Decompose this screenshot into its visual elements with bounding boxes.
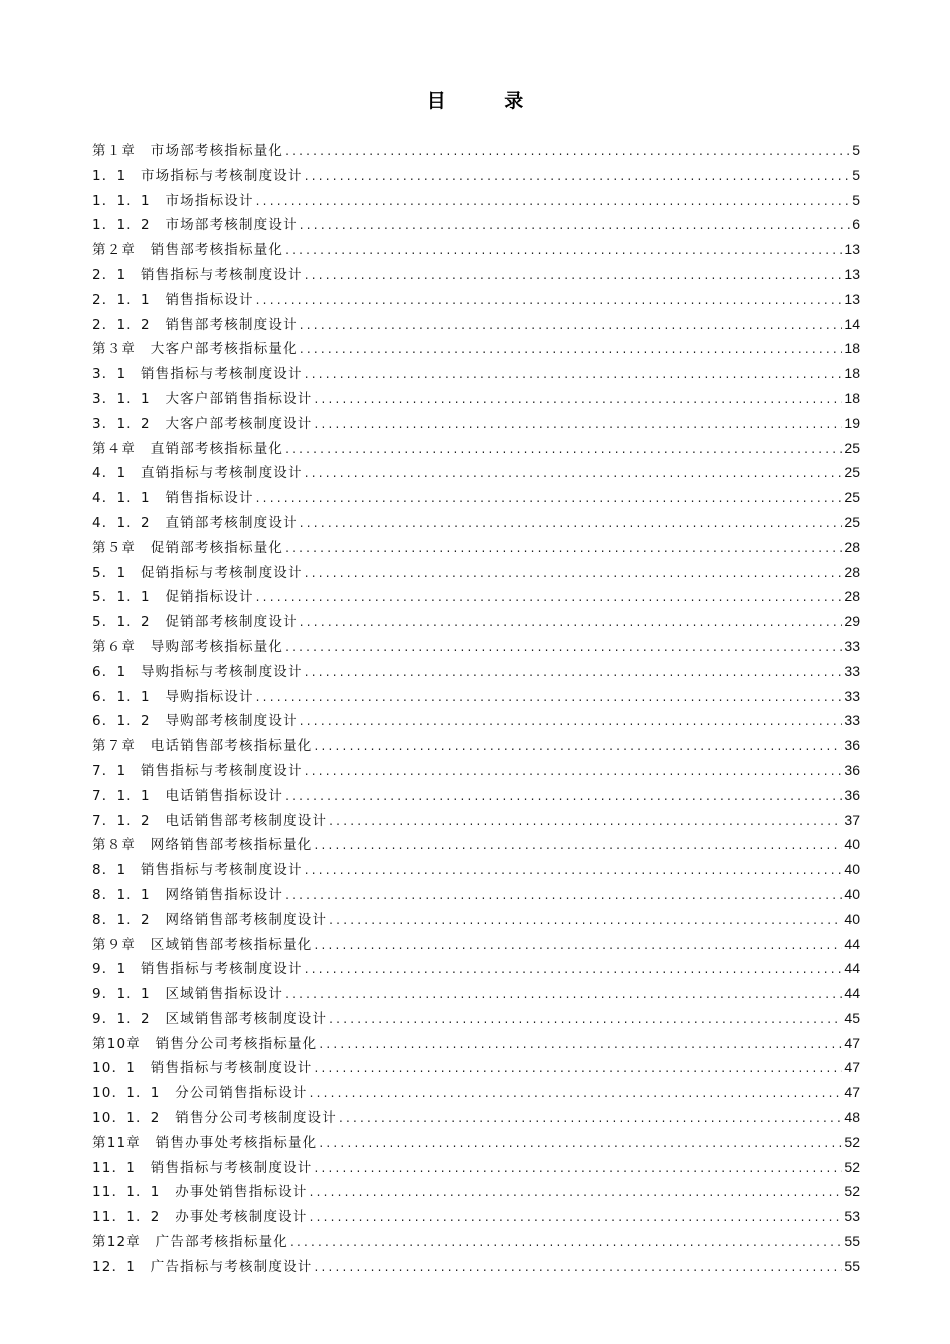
toc-dot-leader xyxy=(285,437,842,462)
toc-entry-page-number: 33 xyxy=(844,662,860,679)
toc-entry-page-number: 52 xyxy=(844,1133,860,1150)
toc-entry-page-number: 13 xyxy=(844,241,860,258)
toc-entry-page-number: 5 xyxy=(852,142,860,158)
toc-dot-leader xyxy=(319,1032,842,1057)
toc-entry[interactable] xyxy=(92,138,860,163)
toc-dot-leader xyxy=(300,313,843,338)
toc-dot-leader xyxy=(256,486,843,511)
toc-entry[interactable] xyxy=(92,287,860,312)
toc-entry-label: 第８章 网络销售部考核指标量化 xyxy=(92,837,313,854)
toc-entry-page-number: 25 xyxy=(844,489,860,506)
toc-dot-leader xyxy=(256,189,851,214)
toc-entry[interactable] xyxy=(92,1105,860,1130)
toc-dot-leader xyxy=(315,734,843,759)
toc-dot-leader xyxy=(285,536,842,561)
toc-entry-page-number: 13 xyxy=(844,290,860,307)
toc-entry-page-number: 48 xyxy=(844,1109,860,1126)
toc-entry[interactable] xyxy=(92,832,860,857)
toc-entry[interactable] xyxy=(92,1179,860,1204)
toc-dot-leader xyxy=(305,660,843,685)
toc-entry-page-number: 33 xyxy=(844,712,860,729)
toc-entry-label: 第３章 大客户部考核指标量化 xyxy=(92,341,298,358)
toc-entry-label: 第９章 区域销售部考核指标量化 xyxy=(92,936,313,953)
toc-dot-leader xyxy=(285,883,842,908)
toc-dot-leader xyxy=(285,139,850,164)
toc-entry-page-number: 25 xyxy=(844,439,860,456)
toc-entry-label: 11．1．2 办事处考核制度设计 xyxy=(92,1209,308,1226)
toc-dot-leader xyxy=(305,858,843,883)
toc-entry-page-number: 44 xyxy=(844,935,860,952)
toc-entry[interactable] xyxy=(92,1130,860,1155)
toc-entry[interactable] xyxy=(92,857,860,882)
toc-entry-label: 第２章 销售部考核指标量化 xyxy=(92,242,284,259)
toc-entry-page-number: 18 xyxy=(844,340,860,357)
toc-entry-page-number: 13 xyxy=(844,265,860,282)
toc-entry-page-number: 33 xyxy=(844,687,860,704)
toc-entry-page-number: 44 xyxy=(844,960,860,977)
toc-dot-leader xyxy=(315,933,843,958)
toc-entry[interactable] xyxy=(92,1031,860,1056)
toc-entry-page-number: 28 xyxy=(844,538,860,555)
toc-entry-label: 3．1 销售指标与考核制度设计 xyxy=(92,366,303,383)
toc-entry-page-number: 40 xyxy=(844,861,860,878)
toc-entry[interactable] xyxy=(92,684,860,709)
toc-entry-label: 2．1 销售指标与考核制度设计 xyxy=(92,266,303,283)
toc-dot-leader xyxy=(300,709,843,734)
toc-dot-leader xyxy=(315,833,843,858)
toc-dot-leader xyxy=(305,164,851,189)
toc-entry-page-number: 25 xyxy=(844,464,860,481)
toc-entry[interactable] xyxy=(92,361,860,386)
toc-entry[interactable] xyxy=(92,1006,860,1031)
toc-dot-leader xyxy=(339,1106,842,1131)
toc-entry-page-number: 36 xyxy=(844,786,860,803)
toc-entry-label: 6．1 导购指标与考核制度设计 xyxy=(92,663,303,680)
toc-dot-leader xyxy=(305,561,843,586)
toc-dot-leader xyxy=(256,288,843,313)
toc-entry-page-number: 28 xyxy=(844,588,860,605)
toc-dot-leader xyxy=(300,610,843,635)
toc-entry-page-number: 14 xyxy=(844,315,860,332)
toc-entry[interactable] xyxy=(92,237,860,262)
toc-entry-page-number: 29 xyxy=(844,613,860,630)
toc-entry-label: 8．1．1 网络销售指标设计 xyxy=(92,886,284,903)
toc-entry[interactable] xyxy=(92,758,860,783)
toc-dot-leader xyxy=(310,1180,843,1205)
toc-entry[interactable] xyxy=(92,1229,860,1254)
toc-dot-leader xyxy=(305,759,843,784)
toc-dot-leader xyxy=(329,1007,842,1032)
toc-dot-leader xyxy=(314,387,842,412)
toc-dot-leader xyxy=(300,213,850,238)
toc-dot-leader xyxy=(305,957,843,982)
toc-entry-page-number: 25 xyxy=(844,513,860,530)
toc-entry-page-number: 55 xyxy=(844,1233,860,1250)
toc-entry-label: 11．1．1 办事处销售指标设计 xyxy=(92,1184,308,1201)
toc-dot-leader xyxy=(285,635,842,660)
toc-entry-label: 5．1．2 促销部考核制度设计 xyxy=(92,614,298,631)
toc-entry-page-number: 52 xyxy=(844,1183,860,1200)
toc-entry-label: 1．1．2 市场部考核制度设计 xyxy=(92,217,298,234)
toc-dot-leader xyxy=(310,1081,843,1106)
toc-entry[interactable] xyxy=(92,708,860,733)
toc-entry[interactable] xyxy=(92,609,860,634)
toc-entry[interactable] xyxy=(92,560,860,585)
toc-entry-label: 2．1．2 销售部考核制度设计 xyxy=(92,316,298,333)
toc-entry-page-number: 47 xyxy=(844,1034,860,1051)
toc-dot-leader xyxy=(256,685,843,710)
toc-dot-leader xyxy=(314,1255,842,1280)
toc-entry-label: 第６章 导购部考核指标量化 xyxy=(92,638,284,655)
toc-entry-label: 6．1．2 导购部考核制度设计 xyxy=(92,713,298,730)
toc-entry-page-number: 28 xyxy=(844,563,860,580)
toc-dot-leader xyxy=(314,1056,842,1081)
toc-entry[interactable] xyxy=(92,262,860,287)
toc-entry-label: 4．1 直销指标与考核制度设计 xyxy=(92,465,303,482)
toc-entry-label: 4．1．2 直销部考核制度设计 xyxy=(92,514,298,531)
toc-entry[interactable] xyxy=(92,907,860,932)
toc-entry[interactable] xyxy=(92,386,860,411)
toc-dot-leader xyxy=(290,1230,842,1255)
toc-entry[interactable] xyxy=(92,460,860,485)
toc-list xyxy=(92,138,860,1279)
toc-dot-leader xyxy=(305,362,843,387)
toc-dot-leader xyxy=(300,337,843,362)
toc-entry-page-number: 44 xyxy=(844,985,860,1002)
toc-entry[interactable] xyxy=(92,436,860,461)
toc-entry-label: 9．1．2 区域销售部考核制度设计 xyxy=(92,1010,328,1027)
toc-entry-page-number: 6 xyxy=(852,216,860,233)
toc-entry-page-number: 53 xyxy=(844,1208,860,1225)
toc-entry-page-number: 5 xyxy=(852,191,860,208)
toc-entry-page-number: 47 xyxy=(844,1059,860,1076)
toc-entry-page-number: 36 xyxy=(844,737,860,754)
toc-entry[interactable] xyxy=(92,535,860,560)
toc-entry[interactable] xyxy=(92,733,860,758)
toc-dot-leader xyxy=(285,982,842,1007)
toc-entry[interactable] xyxy=(92,336,860,361)
toc-entry-page-number: 36 xyxy=(844,761,860,778)
toc-entry[interactable] xyxy=(92,783,860,808)
toc-entry[interactable] xyxy=(92,981,860,1006)
toc-dot-leader xyxy=(285,784,842,809)
toc-entry-label: 第11章 销售办事处考核指标量化 xyxy=(92,1134,318,1151)
toc-entry-label: 7．1．2 电话销售部考核制度设计 xyxy=(92,812,328,829)
toc-entry-label: 9．1 销售指标与考核制度设计 xyxy=(92,961,303,978)
toc-entry-page-number: 47 xyxy=(844,1084,860,1101)
toc-entry-label: 10．1．2 销售分公司考核制度设计 xyxy=(92,1110,337,1127)
toc-entry[interactable] xyxy=(92,212,860,237)
toc-entry[interactable] xyxy=(92,1080,860,1105)
toc-entry-page-number: 40 xyxy=(844,836,860,853)
toc-entry-label: 10．1 销售指标与考核制度设计 xyxy=(92,1060,313,1077)
toc-entry-label: 5．1 促销指标与考核制度设计 xyxy=(92,564,303,581)
toc-entry[interactable] xyxy=(92,510,860,535)
toc-entry-page-number: 33 xyxy=(844,637,860,654)
toc-entry[interactable] xyxy=(92,163,860,188)
toc-dot-leader xyxy=(319,1131,842,1156)
toc-dot-leader xyxy=(305,263,843,288)
toc-entry-label: 7．1．1 电话销售指标设计 xyxy=(92,787,284,804)
toc-entry-label: 第12章 广告部考核指标量化 xyxy=(92,1234,288,1251)
toc-entry[interactable] xyxy=(92,312,860,337)
toc-dot-leader xyxy=(314,412,842,437)
toc-entry[interactable] xyxy=(92,956,860,981)
toc-entry-label: 8．1．2 网络销售部考核制度设计 xyxy=(92,911,328,928)
toc-dot-leader xyxy=(305,461,843,486)
toc-entry-label: 第７章 电话销售部考核指标量化 xyxy=(92,738,313,755)
toc-entry-page-number: 19 xyxy=(844,414,860,431)
toc-entry-label: 1．1．1 市场指标设计 xyxy=(92,192,254,209)
toc-entry-label: 6．1．1 导购指标设计 xyxy=(92,688,254,705)
toc-entry[interactable] xyxy=(92,584,860,609)
toc-dot-leader xyxy=(310,1205,843,1230)
toc-entry[interactable] xyxy=(92,808,860,833)
toc-entry-label: 12．1 广告指标与考核制度设计 xyxy=(92,1258,313,1275)
toc-entry-page-number: 55 xyxy=(844,1257,860,1274)
toc-entry-label: 第５章 促销部考核指标量化 xyxy=(92,539,284,556)
toc-entry[interactable] xyxy=(92,188,860,213)
toc-entry-label: 3．1．1 大客户部销售指标设计 xyxy=(92,390,313,407)
toc-entry-label: 第１章 市场部考核指标量化 xyxy=(92,143,284,159)
toc-entry-label: 5．1．1 促销指标设计 xyxy=(92,589,254,606)
toc-entry-page-number: 18 xyxy=(844,389,860,406)
toc-entry-label: 1．1 市场指标与考核制度设计 xyxy=(92,167,303,184)
toc-entry-label: 4．1．1 销售指标设计 xyxy=(92,490,254,507)
toc-dot-leader xyxy=(329,809,842,834)
toc-entry-page-number: 40 xyxy=(844,910,860,927)
toc-entry-page-number: 52 xyxy=(844,1158,860,1175)
toc-title: 目 录 xyxy=(426,90,550,112)
toc-entry-label: 第４章 直销部考核指标量化 xyxy=(92,440,284,457)
toc-entry-label: 3．1．2 大客户部考核制度设计 xyxy=(92,415,313,432)
toc-entry-page-number: 5 xyxy=(852,166,860,183)
toc-entry[interactable] xyxy=(92,1254,860,1279)
toc-entry[interactable] xyxy=(92,882,860,907)
toc-entry-label: 10．1．1 分公司销售指标设计 xyxy=(92,1085,308,1102)
toc-entry-label: 9．1．1 区域销售指标设计 xyxy=(92,986,284,1003)
toc-dot-leader xyxy=(314,1156,842,1181)
toc-entry-label: 第10章 销售分公司考核指标量化 xyxy=(92,1035,318,1052)
toc-entry-label: 8．1 销售指标与考核制度设计 xyxy=(92,862,303,879)
toc-dot-leader xyxy=(329,908,842,933)
toc-entry-label: 7．1 销售指标与考核制度设计 xyxy=(92,762,303,779)
toc-entry[interactable] xyxy=(92,411,860,436)
toc-entry-page-number: 45 xyxy=(844,1009,860,1026)
toc-entry-page-number: 37 xyxy=(844,811,860,828)
toc-entry-page-number: 40 xyxy=(844,885,860,902)
toc-dot-leader xyxy=(285,238,842,263)
toc-entry[interactable] xyxy=(92,485,860,510)
toc-entry[interactable] xyxy=(92,659,860,684)
toc-entry[interactable] xyxy=(92,634,860,659)
toc-entry[interactable] xyxy=(92,1155,860,1180)
toc-dot-leader xyxy=(256,585,843,610)
toc-entry[interactable] xyxy=(92,1055,860,1080)
toc-entry-label: 2．1．1 销售指标设计 xyxy=(92,291,254,308)
toc-entry[interactable] xyxy=(92,1204,860,1229)
toc-entry-page-number: 18 xyxy=(844,365,860,382)
toc-entry[interactable] xyxy=(92,932,860,957)
toc-dot-leader xyxy=(300,511,843,536)
toc-entry-label: 11．1 销售指标与考核制度设计 xyxy=(92,1159,313,1176)
